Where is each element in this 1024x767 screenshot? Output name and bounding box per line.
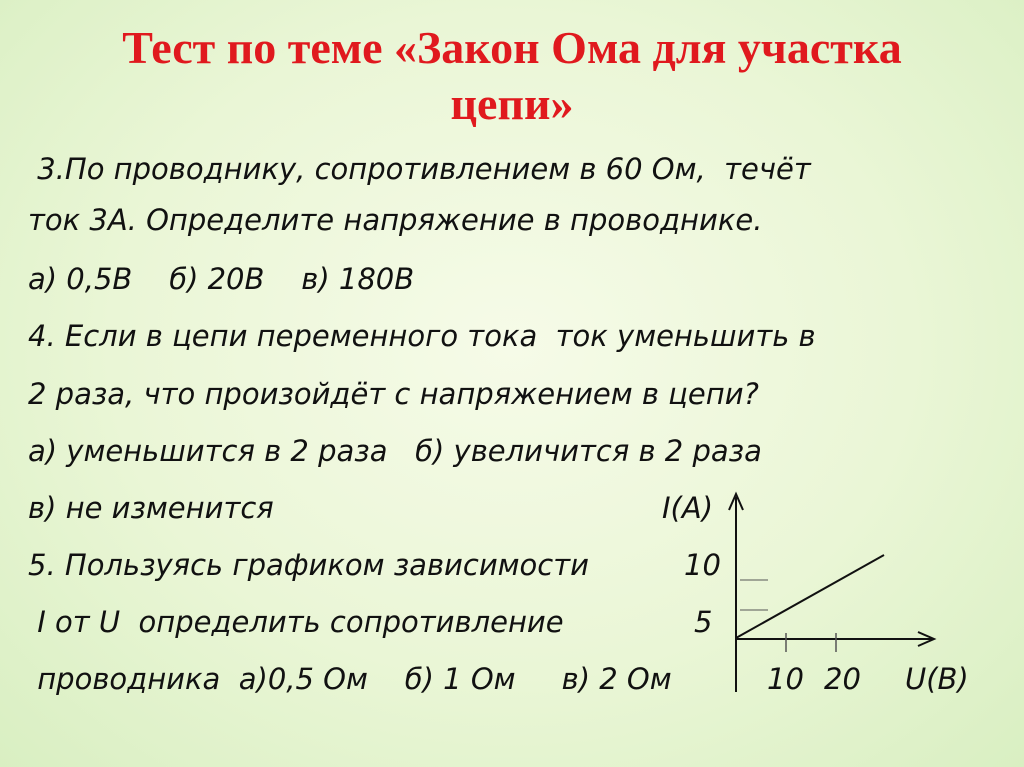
graph-x-axis-label: U(B)	[905, 662, 969, 696]
question-4-line-1: 4. Если в цепи переменного тока ток уменьшить в	[28, 319, 816, 353]
slide-title-line-1: Тест по теме «Закон Ома для участка	[122, 22, 902, 73]
question-3-answers: а) 0,5В б) 20В в) 180В	[28, 262, 415, 296]
graph-x-tick-20: 20	[824, 662, 861, 696]
question-3-line-1: 3.По проводнику, сопротивлением в 60 Ом, течёт	[28, 152, 811, 186]
question-4-answers-ab: а) уменьшится в 2 раза б) увеличится в 2 раза	[28, 434, 762, 468]
question-3-line-2: ток 3А. Определите напряжение в проводнике.	[28, 203, 763, 237]
question-4-line-2: 2 раза, что произойдёт с напряжением в цепи?	[28, 377, 759, 411]
graph-y-axis-label: I(A)	[662, 491, 714, 525]
graph-y-tick-5: 5	[694, 605, 713, 639]
graph-iu-line	[736, 555, 884, 638]
question-4-answer-c: в) не изменится	[28, 491, 274, 525]
question-5-line-1: 5. Пользуясь графиком зависимости	[28, 548, 589, 582]
question-5-answers: проводника а)0,5 Ом б) 1 Ом в) 2 Ом	[28, 662, 672, 696]
graph-x-tick-10: 10	[767, 662, 804, 696]
question-5-line-2: I от U определить сопротивление	[28, 605, 564, 639]
graph-y-tick-10: 10	[684, 548, 721, 582]
slide-title-line-2: цепи»	[450, 78, 574, 129]
